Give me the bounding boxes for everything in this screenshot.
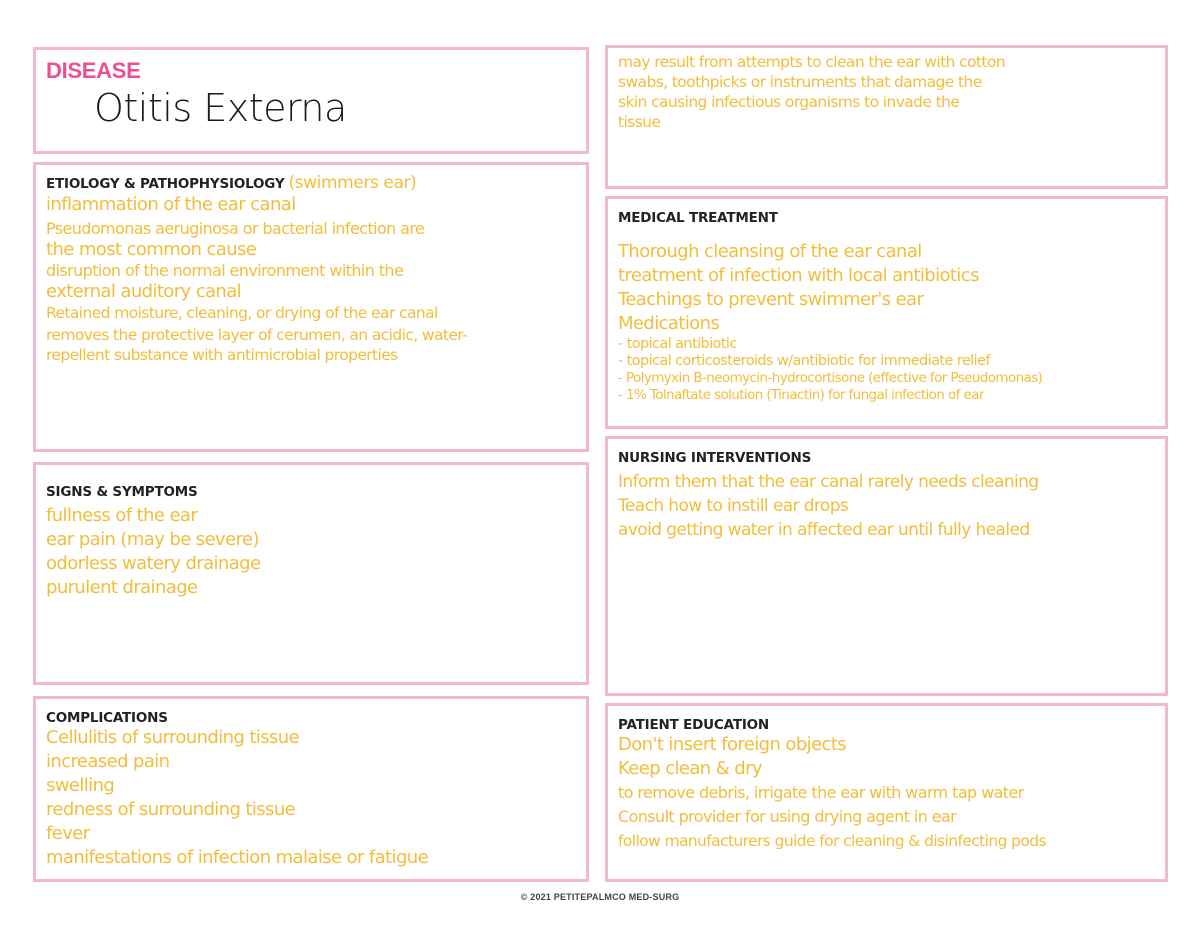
list-item: Teachings to prevent swimmer's ear: [618, 289, 924, 310]
list-item: redness of surrounding tissue: [46, 799, 296, 820]
etiology-lines: [46, 193, 576, 365]
education-box: [605, 703, 1168, 882]
list-item: disruption of the normal environment within the: [46, 261, 404, 280]
list-item: Medications: [618, 313, 720, 334]
etiology-box: [33, 162, 589, 452]
list-item: swabs, toothpicks or instruments that damage the: [618, 73, 982, 91]
nursing-box: [605, 436, 1168, 696]
list-item: Teach how to instill ear drops: [618, 496, 849, 516]
list-item: - topical antibiotic: [618, 336, 737, 352]
education-lines: [618, 733, 1155, 853]
etiology-heading: ETIOLOGY & PATHOPHYSIOLOGY: [46, 176, 285, 192]
list-item: follow manufacturers guide for cleaning & disinfecting pods: [618, 832, 1046, 850]
list-item: Pseudomonas aeruginosa or bacterial infection are: [46, 219, 425, 238]
list-item: skin causing infectious organisms to invade the: [618, 93, 960, 111]
list-item: ear pain (may be severe): [46, 529, 259, 550]
cause-note-lines: [618, 52, 1155, 132]
disease-box: [33, 47, 589, 154]
list-item: fever: [46, 823, 90, 844]
education-heading: PATIENT EDUCATION: [618, 717, 770, 733]
list-item: inflammation of the ear canal: [46, 194, 296, 215]
complications-heading: COMPLICATIONS: [46, 710, 168, 726]
medical-lines: [618, 240, 1155, 404]
list-item: - 1% Tolnaftate solution (Tinactin) for fungal infection of ear: [618, 387, 984, 403]
complications-box: [33, 696, 589, 882]
list-item: Consult provider for using drying agent in ear: [618, 807, 957, 826]
list-item: avoid getting water in affected ear until fully healed: [618, 520, 1030, 540]
list-item: swelling: [46, 775, 115, 796]
list-item: - topical corticosteroids w/antibiotic for immediate relief: [618, 353, 990, 369]
list-item: fullness of the ear: [46, 505, 198, 526]
medical-heading: MEDICAL TREATMENT: [618, 210, 778, 226]
list-item: - Polymyxin B-neomycin-hydrocortisone (effective for Pseudomonas): [618, 370, 1043, 386]
list-item: external auditory canal: [46, 281, 242, 302]
list-item: Thorough cleansing of the ear canal: [618, 241, 922, 262]
list-item: Retained moisture, cleaning, or drying of the ear canal: [46, 304, 438, 322]
list-item: increased pain: [46, 751, 170, 772]
signs-heading: SIGNS & SYMPTOMS: [46, 484, 198, 500]
signs-lines: [46, 504, 576, 600]
disease-label: DISEASE: [46, 58, 141, 83]
list-item: Cellulitis of surrounding tissue: [46, 727, 300, 748]
nursing-heading: NURSING INTERVENTIONS: [618, 450, 812, 466]
list-item: to remove debris, irrigate the ear with warm tap water: [618, 783, 1024, 802]
list-item: repellent substance with antimicrobial properties: [46, 346, 398, 364]
nursing-lines: [618, 470, 1155, 542]
list-item: purulent drainage: [46, 577, 198, 598]
complications-lines: [46, 726, 576, 870]
disease-name: Otitis Externa: [94, 86, 347, 130]
list-item: Don't insert foreign objects: [618, 734, 847, 755]
list-item: the most common cause: [46, 239, 257, 260]
list-item: Inform them that the ear canal rarely needs cleaning: [618, 472, 1039, 492]
list-item: Keep clean & dry: [618, 758, 762, 779]
signs-box: [33, 462, 589, 685]
etiology-note: (swimmers ear): [288, 173, 417, 193]
cause-note-box: [605, 45, 1168, 189]
list-item: tissue: [618, 113, 661, 131]
list-item: odorless watery drainage: [46, 553, 261, 574]
list-item: removes the protective layer of cerumen, an acidic, water-: [46, 326, 468, 344]
list-item: may result from attempts to clean the ear with cotton: [618, 53, 1005, 71]
footer-copyright: © 2021 PETITEPALMCO MED-SURG: [520, 892, 680, 902]
medical-box: [605, 196, 1168, 429]
list-item: manifestations of infection malaise or fatigue: [46, 847, 429, 868]
list-item: treatment of infection with local antibiotics: [618, 265, 979, 286]
